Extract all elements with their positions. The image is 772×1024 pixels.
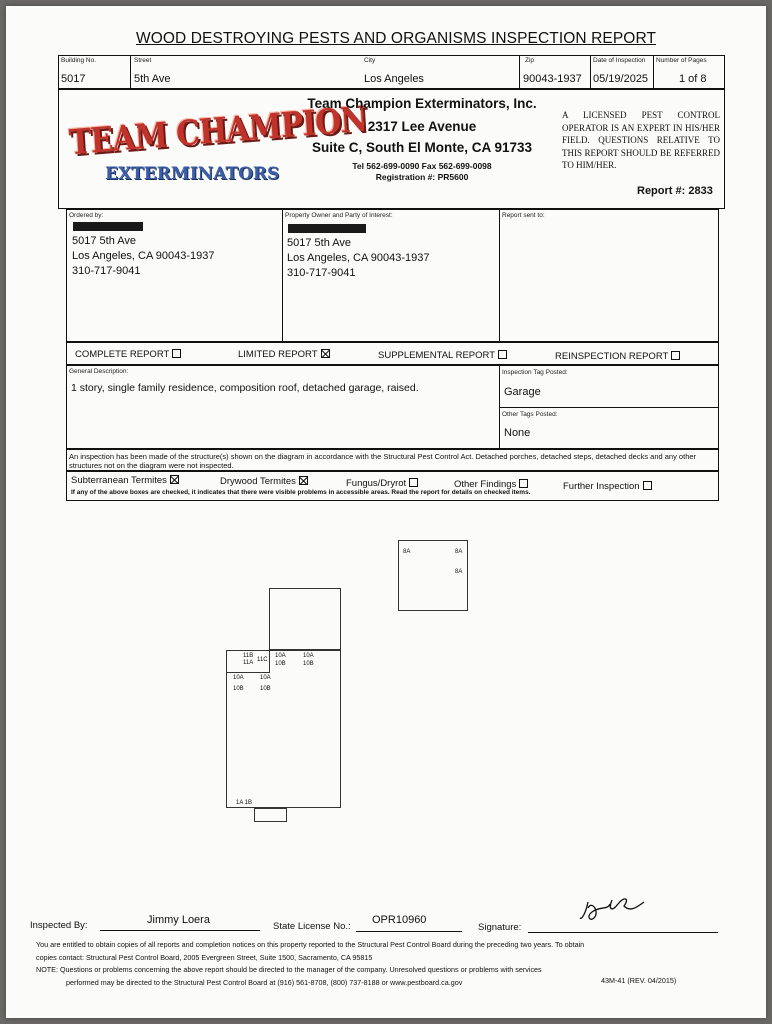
owner-line2: Los Angeles, CA 90043-1937 xyxy=(287,252,430,264)
diagram-porch xyxy=(254,808,287,822)
street-value: 5th Ave xyxy=(134,73,171,85)
footer-line4: performed may be directed to the Structural Pest Control Board at (916) 561-8708, (800) 737-8188 or www.pestboard.ca.gov xyxy=(66,977,463,987)
company-phone: Tel 562-699-0090 Fax 562-699-0098 xyxy=(352,161,492,171)
inspection-note-box xyxy=(66,449,719,471)
ordered-by-redacted xyxy=(73,222,143,231)
report-type-box xyxy=(66,342,719,365)
label-10a-2: 10A xyxy=(303,653,314,659)
company-registration: Registration #: PR5600 xyxy=(375,172,469,182)
fungus-checkbox[interactable] xyxy=(409,478,418,487)
description-box xyxy=(66,365,719,449)
label-8a-3: 8A xyxy=(455,569,463,575)
label-10b-3: 10B xyxy=(233,686,244,692)
building-no-value: 5017 xyxy=(61,73,86,85)
label-11b: 11B xyxy=(243,653,254,659)
reinspection-report-option[interactable]: REINSPECTION REPORT xyxy=(555,351,680,362)
label-10b-1: 10B xyxy=(275,661,286,667)
header-fields-box xyxy=(58,55,725,89)
label-11c: 11C xyxy=(257,657,268,663)
sent-to-label: Report sent to: xyxy=(502,212,545,219)
other-tags-value: None xyxy=(504,427,531,439)
further-inspection-checkbox[interactable] xyxy=(643,481,652,490)
limited-report-option[interactable]: LIMITED REPORT xyxy=(238,349,330,360)
footer-line2: copies contact: Structural Pest Control Board, 2005 Evergreen Street, Suite 1500, Sacramento, CA 95815 xyxy=(36,952,373,962)
label-10b-4: 10B xyxy=(260,686,271,692)
company-name: Team Champion Exterminators, Inc. xyxy=(307,96,537,111)
label-10a-1: 10A xyxy=(275,653,286,659)
other-findings-option[interactable]: Other Findings xyxy=(454,479,528,490)
description-text: 1 story, single family residence, composition roof, detached garage, raised. xyxy=(71,382,419,394)
company-logo xyxy=(67,99,368,197)
report-number: Report #: 2833 xyxy=(637,185,713,197)
supplemental-report-option[interactable]: SUPPLEMENTAL REPORT xyxy=(378,350,507,361)
city-label: City xyxy=(364,57,376,64)
diagram-upper-section xyxy=(269,588,341,650)
footer-line3: NOTE: Questions or problems concerning the above report should be directed to the manager of the company. Unresolved questions or problems with services xyxy=(36,965,542,974)
subterranean-checkbox[interactable] xyxy=(170,475,179,484)
complete-report-option[interactable]: COMPLETE REPORT xyxy=(75,349,181,360)
date-label: Date of Inspection xyxy=(593,57,646,64)
label-10a-4: 10A xyxy=(260,675,271,681)
ordered-by-line1: 5017 5th Ave xyxy=(72,235,137,247)
complete-report-checkbox[interactable] xyxy=(172,349,181,358)
label-8a-2: 8A xyxy=(455,549,463,555)
owner-phone: 310-717-9041 xyxy=(287,267,356,279)
drywood-option[interactable]: Drywood Termites xyxy=(220,476,308,487)
label-11a: 11A xyxy=(243,660,254,666)
license-label: State License No.: xyxy=(273,921,351,932)
findings-box xyxy=(66,471,719,501)
fungus-option[interactable]: Fungus/Dryrot xyxy=(346,478,418,489)
label-10a-3: 10A xyxy=(233,675,244,681)
street-label: Street xyxy=(134,57,152,64)
inspector-signature xyxy=(578,890,658,924)
owner-line1: 5017 5th Ave xyxy=(287,237,352,249)
date-value: 05/19/2025 xyxy=(593,73,649,85)
other-findings-checkbox[interactable] xyxy=(519,479,528,488)
parties-box xyxy=(66,209,719,342)
report-title: WOOD DESTROYING PESTS AND ORGANISMS INSPECTION REPORT xyxy=(136,30,657,47)
company-box xyxy=(58,89,725,209)
company-address2: Suite C, South El Monte, CA 91733 xyxy=(311,140,533,155)
ordered-by-phone: 310-717-9041 xyxy=(72,265,141,277)
logo-bottom-text: EXTERMINATORS xyxy=(105,164,280,184)
pages-value: 1 of 8 xyxy=(679,73,707,85)
label-10b-2: 10B xyxy=(303,661,314,667)
logo-top-text: TEAM CHAMPION xyxy=(68,99,368,164)
city-value: Los Angeles xyxy=(364,73,424,85)
label-8a-1: 8A xyxy=(403,549,411,555)
supplemental-report-checkbox[interactable] xyxy=(498,350,507,359)
reinspection-report-checkbox[interactable] xyxy=(671,351,680,360)
findings-note: If any of the above boxes are checked, it indicates that there were visible problems in accessible areas. Read the report for details on checked items. xyxy=(71,489,531,496)
inspection-note: An inspection has been made of the structure(s) shown on the diagram in accordance with the Structural Pest Control Act. Detached porches, detached steps, detached decks and any other structures not on the diagram were not inspected. xyxy=(69,452,697,470)
owner-redacted xyxy=(288,224,366,233)
company-address1: 2317 Lee Avenue xyxy=(367,119,477,134)
tag-posted-value: Garage xyxy=(504,386,541,398)
ordered-by-line2: Los Angeles, CA 90043-1937 xyxy=(72,250,215,262)
inspected-by-label: Inspected By: xyxy=(30,920,88,931)
description-label: General Description: xyxy=(69,368,129,375)
further-inspection-option[interactable]: Further Inspection xyxy=(563,481,652,492)
diagram-house xyxy=(226,650,341,808)
footer-line1: You are entitled to obtain copies of all reports and completion notices on this property reported to the Structural Pest Control Board during the preceding two years. To obtain xyxy=(36,940,585,949)
inspector-name: Jimmy Loera xyxy=(147,914,210,926)
license-number: OPR10960 xyxy=(372,914,427,926)
zip-value: 90043-1937 xyxy=(523,73,582,85)
signature-label: Signature: xyxy=(478,922,522,933)
building-no-label: Building No. xyxy=(61,57,97,64)
zip-label: Zip xyxy=(525,57,535,64)
owner-label: Property Owner and Party of Interest: xyxy=(285,212,393,219)
drywood-checkbox[interactable] xyxy=(299,476,308,485)
limited-report-checkbox[interactable] xyxy=(321,349,330,358)
ordered-by-label: Ordered by: xyxy=(69,212,104,219)
subterranean-option[interactable]: Subterranean Termites xyxy=(71,475,179,486)
label-1a-1b: 1A 1B xyxy=(236,800,253,806)
form-code: 43M-41 (REV. 04/2015) xyxy=(601,976,677,985)
company-disclaimer: A LICENSED PEST CONTROL OPERATOR IS AN EXPERT IN HIS/HER FIELD. QUESTIONS RELATIVE TO THIS REPORT SHOULD BE REFERRED TO HIM/HER. xyxy=(562,110,720,170)
report-page xyxy=(6,6,766,1018)
other-tags-label: Other Tags Posted: xyxy=(502,411,558,418)
tag-posted-label: Inspection Tag Posted: xyxy=(502,369,568,376)
pages-label: Number of Pages xyxy=(656,57,707,64)
diagram-garage xyxy=(398,540,468,611)
